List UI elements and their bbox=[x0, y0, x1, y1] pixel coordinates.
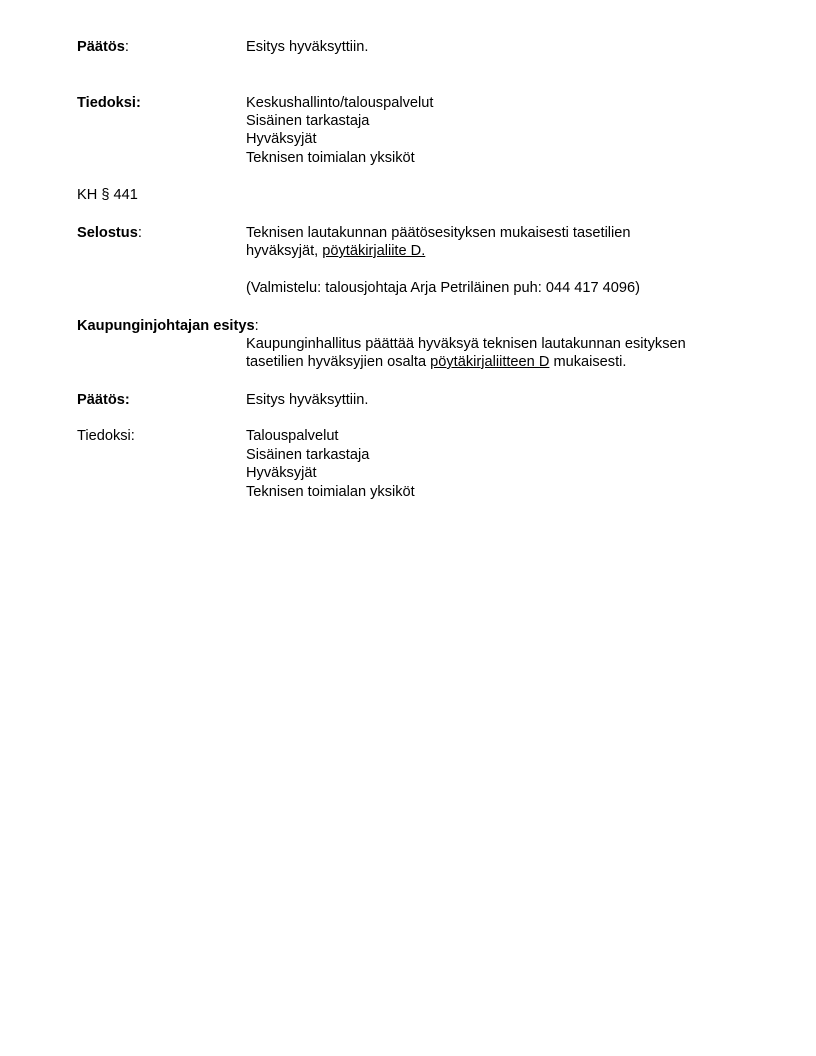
notify-item: Teknisen toimialan yksiköt bbox=[246, 150, 415, 166]
decision-label-1-text: Päätös bbox=[77, 39, 125, 55]
description-line-1: Teknisen lautakunnan päätösesityksen mukaisesti tasetilien bbox=[246, 225, 631, 241]
notify-item: Hyväksyjät bbox=[246, 131, 317, 147]
notify-item: Hyväksyjät bbox=[246, 465, 317, 481]
notify-item: Teknisen toimialan yksiköt bbox=[246, 484, 415, 500]
notify-item: Sisäinen tarkastaja bbox=[246, 113, 370, 129]
description-line-2-prefix: hyväksyjät, bbox=[246, 243, 323, 259]
decision-text-2: Esitys hyväksyttiin. bbox=[246, 392, 369, 408]
proposal-line-2-suffix: mukaisesti. bbox=[549, 354, 627, 370]
description-line-2 bbox=[246, 242, 425, 260]
proposal-line-2-prefix: tasetilien hyväksyjien osalta bbox=[246, 354, 431, 370]
decision-text-1: Esitys hyväksyttiin. bbox=[246, 39, 369, 55]
notify-label-1: Tiedoksi: bbox=[77, 95, 141, 111]
proposal-label bbox=[77, 317, 259, 335]
decision-label-1 bbox=[77, 38, 129, 56]
notify-label-2: Tiedoksi: bbox=[77, 428, 135, 444]
description-label-text: Selostus bbox=[77, 225, 138, 241]
paragraph-reference: KH § 441 bbox=[77, 187, 138, 203]
attachment-link-d[interactable]: pöytäkirjaliite D. bbox=[322, 243, 426, 259]
preparation-note: (Valmistelu: talousjohtaja Arja Petriläinen puh: 044 417 4096) bbox=[246, 280, 641, 296]
proposal-line-2 bbox=[246, 353, 626, 371]
description-label bbox=[77, 224, 142, 242]
notify-item: Keskushallinto/talouspalvelut bbox=[246, 95, 434, 111]
attachment-link-d-2[interactable]: pöytäkirjaliitteen D bbox=[430, 354, 550, 370]
proposal-label-text: Kaupunginjohtajan esitys bbox=[77, 318, 255, 334]
decision-label-2: Päätös: bbox=[77, 392, 130, 408]
notify-item: Sisäinen tarkastaja bbox=[246, 447, 370, 463]
description-label-colon: : bbox=[137, 225, 142, 241]
decision-label-1-colon: : bbox=[124, 39, 129, 55]
proposal-label-colon: : bbox=[254, 318, 259, 334]
proposal-line-1: Kaupunginhallitus päättää hyväksyä teknisen lautakunnan esityksen bbox=[246, 336, 686, 352]
notify-item: Talouspalvelut bbox=[246, 428, 339, 444]
